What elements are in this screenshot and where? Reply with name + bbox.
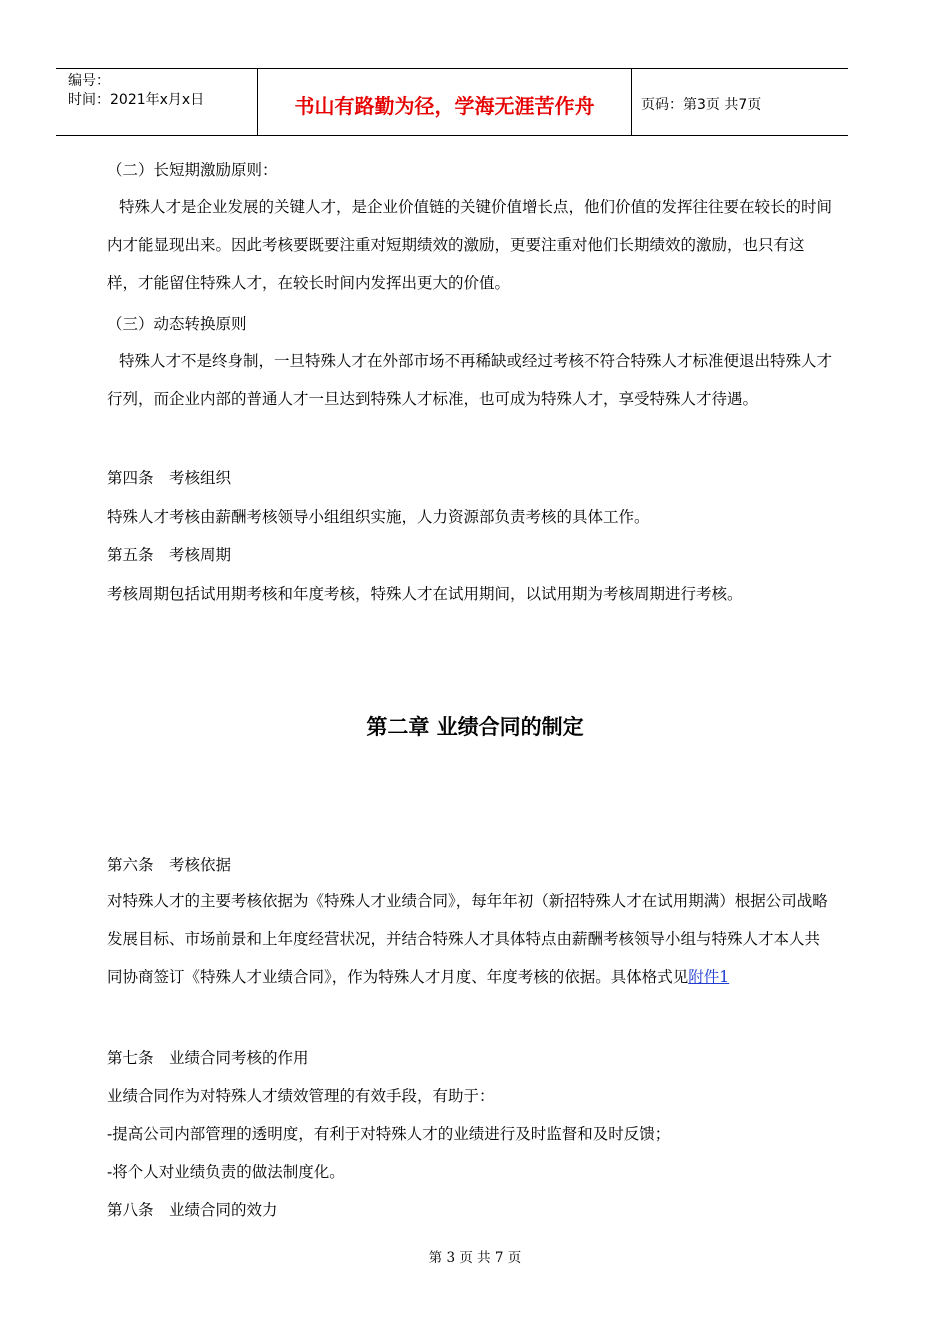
article7-item-1: -提高公司内部管理的透明度，有利于对特殊人才的业绩进行及时监督和及时反馈； xyxy=(107,1125,671,1143)
motto-text: 书山有路勤为径，学海无涯苦作舟 xyxy=(294,93,595,118)
page-header xyxy=(56,68,848,136)
time-label: 时间：2021年x月x日 xyxy=(68,92,205,108)
sub3-paragraph: 特殊人才不是终身制，一旦特殊人才在外部市场不再稀缺或经过考核不符合特殊人才标准便退出特殊人才行列，而企业内部的普通人才一旦达到特殊人才标准，也可成为特殊人才，享受特殊人才待遇。 xyxy=(107,352,833,408)
article4-text: 特殊人才考核由薪酬考核领导小组组织实施，人力资源部负责考核的具体工作。 xyxy=(107,508,650,526)
sub3-heading: （三）动态转换原则 xyxy=(107,315,247,333)
article6-text: 对特殊人才的主要考核依据为《特殊人才业绩合同》，每年年初（新招特殊人才在试用期满）根据公司战略发展目标、市场前景和上年度经营状况，并结合特殊人才具体特点由薪酬考核领导小组与特殊人才本人共同协商签订《特殊人才业绩合同》，作为特殊人才月度、年度考核的依据。具体格式见 xyxy=(107,892,828,986)
attachment-link[interactable]: 附件1 xyxy=(688,968,730,986)
article5-heading: 第五条 考核周期 xyxy=(107,546,232,564)
header-motto-cell xyxy=(258,69,632,135)
article8-heading: 第八条 业绩合同的效力 xyxy=(107,1201,278,1219)
page-info: 页码：第3页 共7页 xyxy=(641,97,762,113)
article7-item-2: -将个人对业绩负责的做法制度化。 xyxy=(107,1163,345,1181)
header-meta-cell xyxy=(56,69,258,135)
article6-heading: 第六条 考核依据 xyxy=(107,856,232,874)
number-label: 编号： xyxy=(68,73,110,89)
sub2-paragraph: 特殊人才是企业发展的关键人才，是企业价值链的关键价值增长点，他们价值的发挥往往要在较长的时间内才能显现出来。因此考核要既要注重对短期绩效的激励，更要注重对他们长期绩效的激励，也只有这样，才能留住特殊人才，在较长时间内发挥出更大的价值。 xyxy=(107,198,833,292)
article4-heading: 第四条 考核组织 xyxy=(107,469,232,487)
article6-paragraph xyxy=(107,882,835,996)
article5-text: 考核周期包括试用期考核和年度考核，特殊人才在试用期间，以试用期为考核周期进行考核。 xyxy=(107,585,743,603)
page-footer: 第 3 页 共 7 页 xyxy=(428,1250,522,1266)
article7-heading: 第七条 业绩合同考核的作用 xyxy=(107,1049,309,1067)
article7-text: 业绩合同作为对特殊人才绩效管理的有效手段，有助于： xyxy=(107,1087,495,1105)
header-page-cell xyxy=(632,69,848,135)
chapter-title: 第二章 业绩合同的制定 xyxy=(366,715,584,739)
sub2-heading: （二）长短期激励原则： xyxy=(107,161,278,179)
